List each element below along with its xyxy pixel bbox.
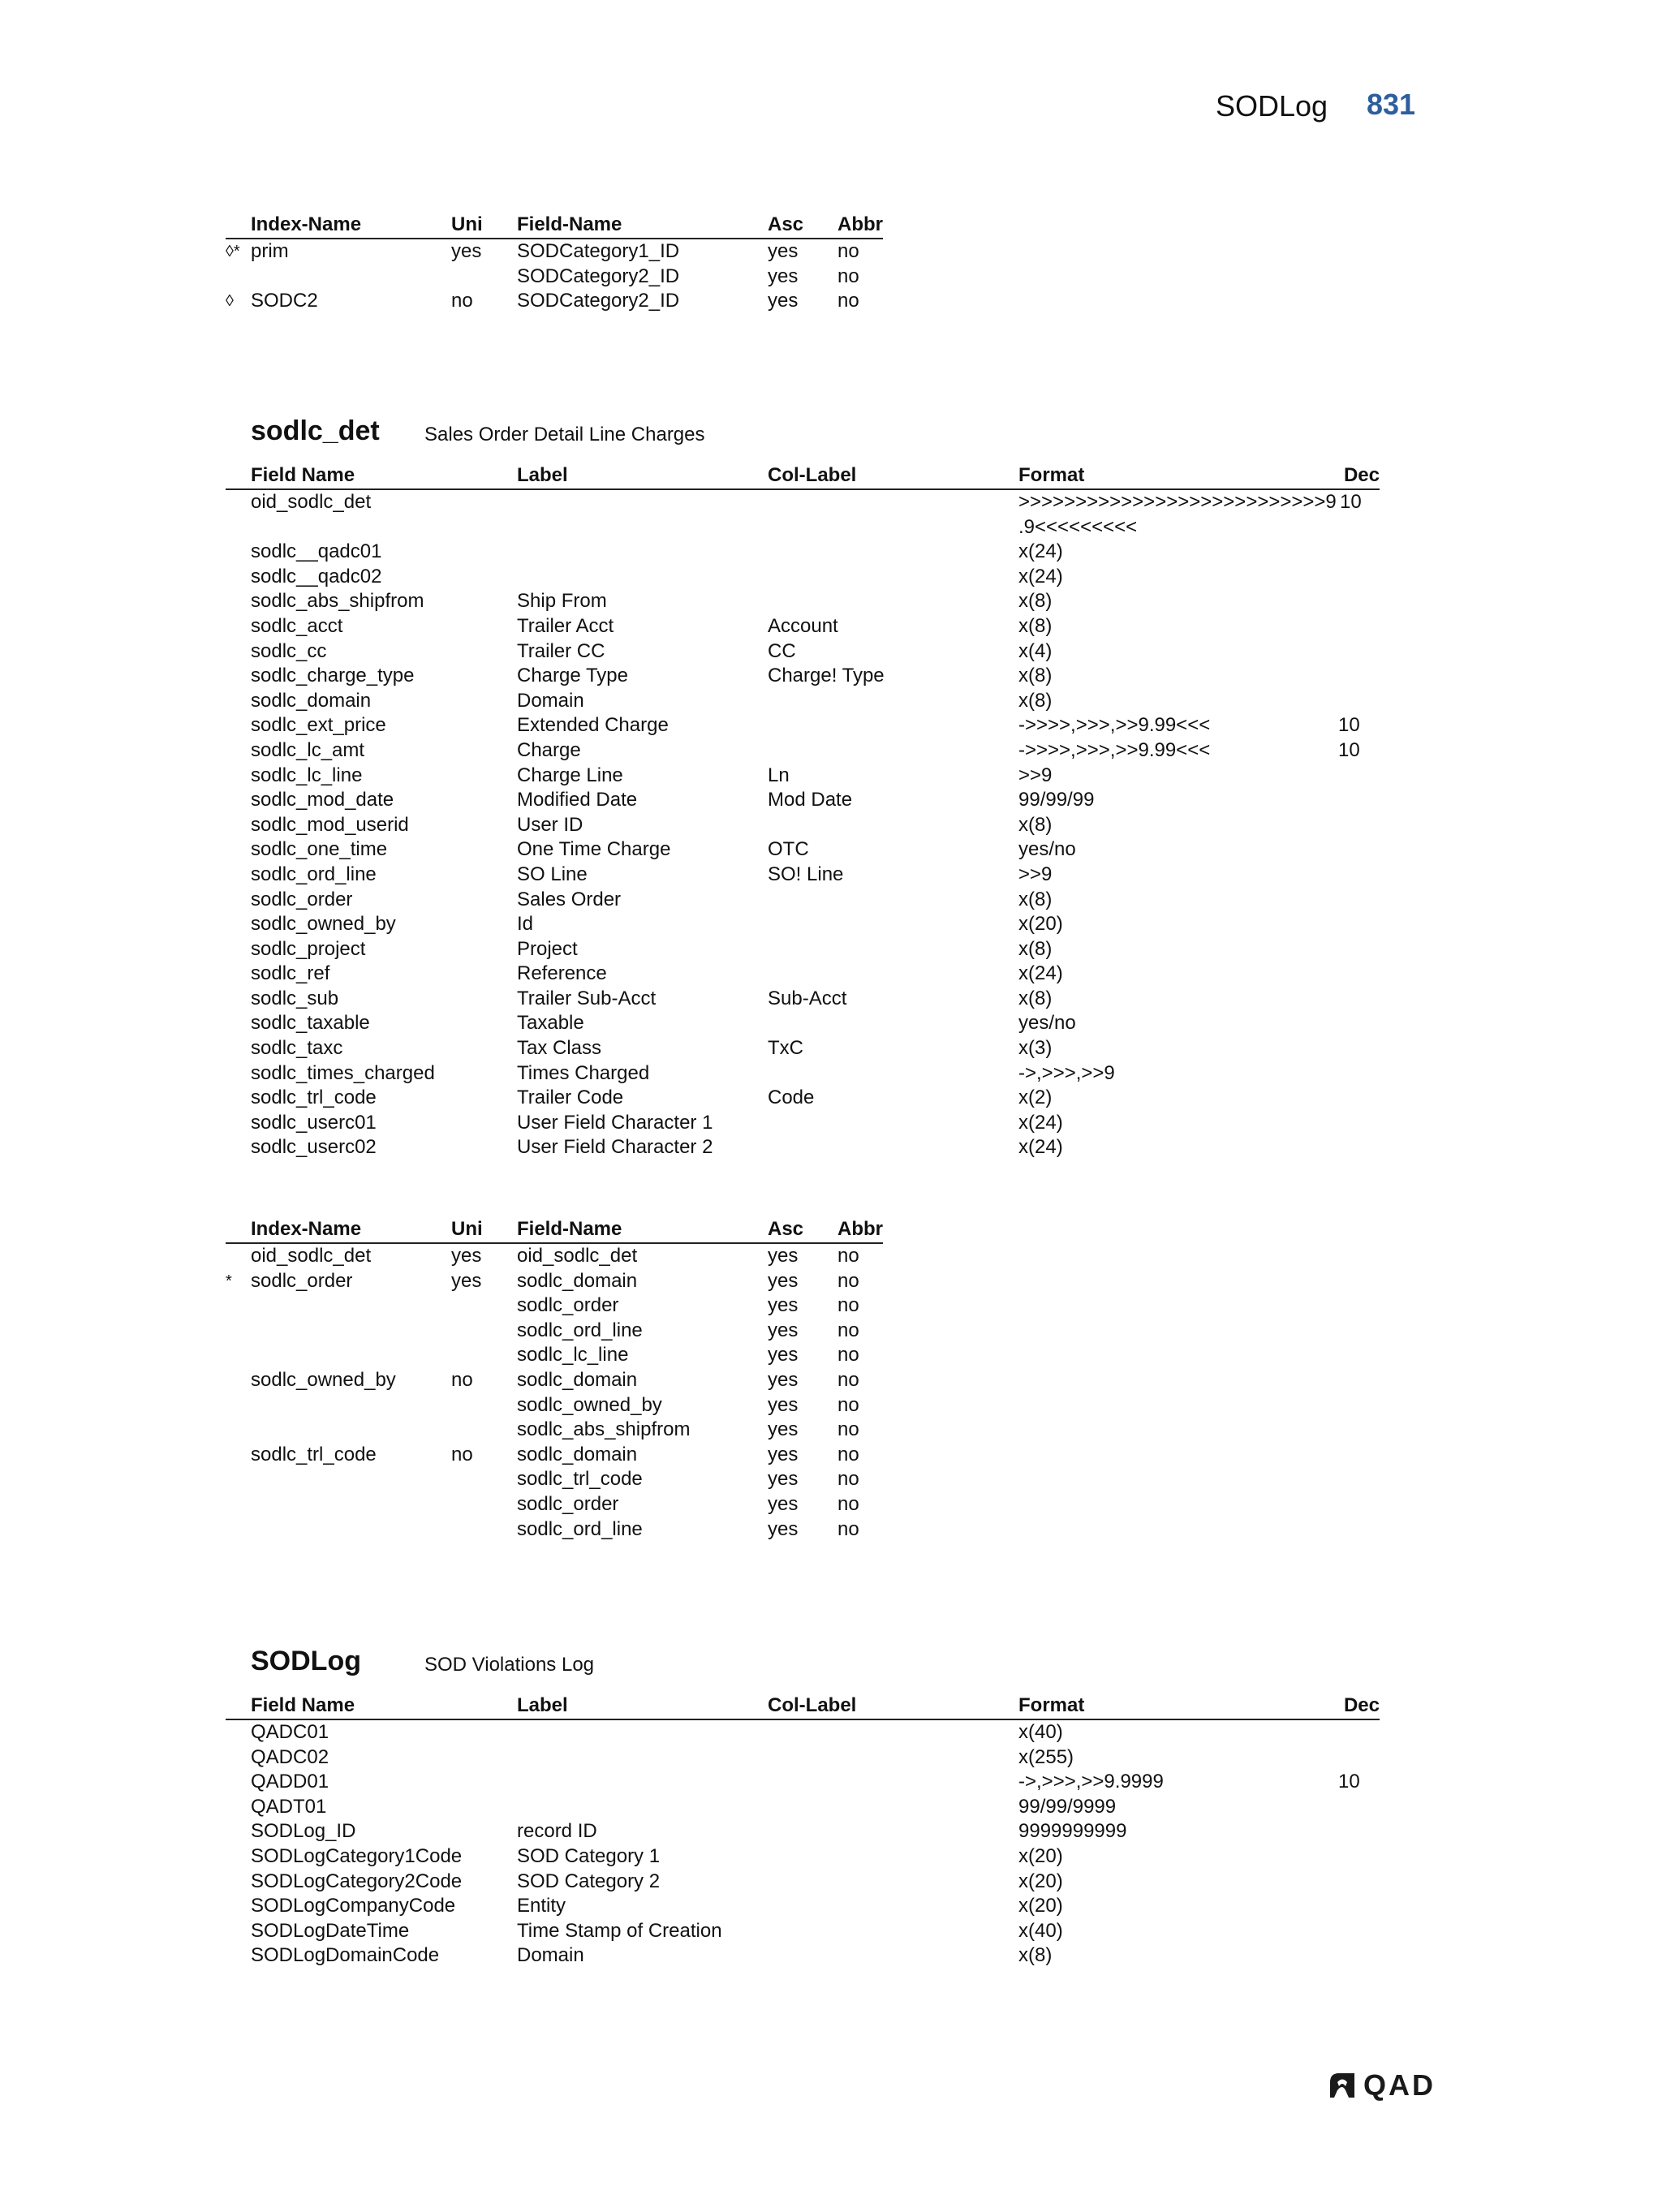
- header-col-label: Col-Label: [768, 1694, 857, 1716]
- ascending-cell: yes: [768, 240, 799, 262]
- field-name-cell: sodlc_trl_code: [251, 1087, 377, 1109]
- header-asc: Asc: [768, 1218, 804, 1240]
- decimals-cell: 10: [1338, 738, 1360, 761]
- abbreviation-cell: no: [837, 1468, 859, 1491]
- table-row: [226, 1061, 1380, 1087]
- index-marker: ◊: [226, 292, 234, 311]
- index-table-sodlc-det: [226, 1217, 883, 1542]
- label-cell: SO Line: [517, 863, 588, 885]
- table-row: [226, 1086, 1380, 1111]
- format-cell: x(40): [1018, 1919, 1063, 1942]
- table-row: [226, 738, 1380, 764]
- col-label-cell: CC: [768, 639, 796, 662]
- index-name-cell: sodlc_order: [251, 1269, 353, 1292]
- format-cell: >>9: [1018, 863, 1053, 885]
- ascending-cell: yes: [768, 1245, 799, 1267]
- table-row: [226, 1770, 1380, 1795]
- field-name-cell: sodlc_ref: [251, 962, 330, 985]
- unique-cell: yes: [451, 240, 482, 262]
- field-name-cell: QADD01: [251, 1771, 329, 1793]
- field-name-cell: sodlc_ord_line: [517, 1517, 643, 1540]
- abbreviation-cell: no: [837, 1319, 859, 1341]
- header-format: Format: [1018, 464, 1085, 486]
- table-row: [226, 1319, 883, 1344]
- header-col-label: Col-Label: [768, 464, 857, 486]
- table-row: [226, 1894, 1380, 1919]
- table-row: [226, 912, 1380, 937]
- field-name-cell: QADC02: [251, 1745, 329, 1768]
- header-format: Format: [1018, 1694, 1085, 1716]
- header-field-name: Field-Name: [517, 213, 622, 235]
- table-row: [226, 813, 1380, 838]
- format-cell: x(8): [1018, 813, 1053, 836]
- table-row: [226, 289, 883, 314]
- format-cell: x(24): [1018, 565, 1063, 587]
- table-row: [226, 837, 1380, 863]
- field-name-cell: sodlc_lc_amt: [251, 738, 365, 761]
- decimals-cell: 10: [1338, 1771, 1360, 1793]
- format-cell: x(24): [1018, 1136, 1063, 1159]
- field-name-cell: sodlc_abs_shipfrom: [251, 590, 424, 613]
- label-cell: User Field Character 1: [517, 1111, 713, 1134]
- label-cell: Id: [517, 913, 534, 936]
- table-row: [226, 863, 1380, 888]
- field-name-cell: sodlc_project: [251, 937, 366, 960]
- qad-logo: [1328, 2068, 1436, 2102]
- field-name-cell: sodlc_ord_line: [251, 863, 377, 885]
- qad-logo-text: QAD: [1363, 2068, 1436, 2102]
- table-row: [226, 565, 1380, 590]
- table-row: [226, 1011, 1380, 1036]
- format-cell: x(20): [1018, 1895, 1063, 1917]
- table-row: [226, 987, 1380, 1012]
- table-row: [226, 265, 883, 290]
- table-row: [226, 1418, 883, 1443]
- field-name-cell: sodlc_order: [517, 1492, 619, 1515]
- field-table-header-row: [226, 463, 1380, 490]
- format-cell: x(8): [1018, 665, 1053, 687]
- label-cell: Trailer CC: [517, 639, 605, 662]
- label-cell: User ID: [517, 813, 583, 836]
- field-name-cell: sodlc_times_charged: [251, 1061, 435, 1084]
- header-label: Label: [517, 1694, 568, 1716]
- field-name-cell: oid_sodlc_det: [517, 1245, 638, 1267]
- label-cell: Domain: [517, 1944, 584, 1967]
- field-name-cell: sodlc_trl_code: [517, 1468, 643, 1491]
- header-field-name: Field Name: [251, 464, 355, 486]
- abbreviation-cell: no: [837, 1393, 859, 1416]
- format-cell: x(8): [1018, 937, 1053, 960]
- field-name-cell: SODLogDateTime: [251, 1919, 410, 1942]
- header-asc: Asc: [768, 213, 804, 235]
- index-table-header-row: [226, 213, 883, 239]
- table-row: [226, 589, 1380, 614]
- table-row: [226, 490, 1380, 515]
- ascending-cell: yes: [768, 290, 799, 312]
- format-cell: x(24): [1018, 962, 1063, 985]
- index-marker: ◊*: [226, 243, 240, 260]
- field-name-cell: SODCategory1_ID: [517, 240, 680, 262]
- format-cell: .9<<<<<<<<<: [1018, 515, 1138, 538]
- abbreviation-cell: no: [837, 1418, 859, 1441]
- format-cell: yes/no: [1018, 838, 1076, 861]
- header-field-name: Field-Name: [517, 1218, 622, 1240]
- abbreviation-cell: no: [837, 1245, 859, 1267]
- unique-cell: no: [451, 290, 473, 312]
- format-cell: ->>>>,>>>,>>9.99<<<: [1018, 738, 1211, 761]
- header-field-name: Field Name: [251, 1694, 355, 1716]
- ascending-cell: yes: [768, 1368, 799, 1391]
- format-cell: x(8): [1018, 590, 1053, 613]
- label-cell: User Field Character 2: [517, 1136, 713, 1159]
- table-row: [226, 1393, 883, 1418]
- table-row: [226, 1244, 883, 1269]
- table-row: [226, 713, 1380, 738]
- table-row: [226, 239, 883, 265]
- table-row: [226, 1443, 883, 1468]
- qad-logo-icon: [1328, 2071, 1357, 2100]
- format-cell: x(24): [1018, 1111, 1063, 1134]
- label-cell: Trailer Acct: [517, 614, 614, 637]
- field-name-cell: SODLogCategory1Code: [251, 1844, 463, 1867]
- format-cell: x(40): [1018, 1721, 1063, 1743]
- field-name-cell: sodlc_domain: [517, 1368, 638, 1391]
- format-cell: >>>>>>>>>>>>>>>>>>>>>>>>>>>9: [1018, 491, 1337, 513]
- abbreviation-cell: no: [837, 1368, 859, 1391]
- field-name-cell: sodlc_order: [251, 888, 353, 910]
- table-row: [226, 1844, 1380, 1870]
- table-row: [226, 962, 1380, 987]
- label-cell: SOD Category 2: [517, 1870, 661, 1892]
- table-row: [226, 1943, 1380, 1969]
- table-row: [226, 1343, 883, 1368]
- index-name-cell: oid_sodlc_det: [251, 1245, 372, 1267]
- field-name-cell: QADT01: [251, 1795, 327, 1818]
- header-uni: Uni: [451, 1218, 483, 1240]
- label-cell: Trailer Code: [517, 1087, 624, 1109]
- format-cell: yes/no: [1018, 1012, 1076, 1035]
- abbreviation-cell: no: [837, 1492, 859, 1515]
- table-row: [226, 1919, 1380, 1944]
- table-row: [226, 1368, 883, 1393]
- unique-cell: no: [451, 1443, 473, 1465]
- ascending-cell: yes: [768, 1443, 799, 1465]
- section-title-sodlog: SODLog: [251, 1646, 361, 1676]
- decimals-cell: 10: [1340, 491, 1362, 513]
- col-label-cell: Charge! Type: [768, 665, 885, 687]
- label-cell: Taxable: [517, 1012, 584, 1035]
- ascending-cell: yes: [768, 265, 799, 287]
- field-name-cell: SODLogCompanyCode: [251, 1895, 456, 1917]
- index-name-cell: SODC2: [251, 290, 318, 312]
- field-name-cell: sodlc_ext_price: [251, 714, 386, 737]
- field-name-cell: sodlc__qadc01: [251, 540, 382, 563]
- field-name-cell: SODLog_ID: [251, 1820, 356, 1843]
- table-row: [226, 540, 1380, 565]
- field-name-cell: sodlc_order: [517, 1294, 619, 1317]
- field-table-header-row: [226, 1693, 1380, 1720]
- table-row: [226, 937, 1380, 962]
- format-cell: x(8): [1018, 689, 1053, 712]
- ascending-cell: yes: [768, 1517, 799, 1540]
- index-marker: *: [226, 1272, 232, 1290]
- table-row: [226, 764, 1380, 789]
- field-table-sodlog: [226, 1693, 1380, 1969]
- col-label-cell: Account: [768, 614, 838, 637]
- field-name-cell: sodlc_mod_userid: [251, 813, 409, 836]
- header-label: Label: [517, 464, 568, 486]
- col-label-cell: TxC: [768, 1037, 803, 1060]
- field-table-sodlc-det: [226, 463, 1380, 1160]
- format-cell: ->,>>>,>>9.9999: [1018, 1771, 1164, 1793]
- field-name-cell: sodlc_lc_line: [251, 764, 363, 786]
- field-name-cell: SODLogDomainCode: [251, 1944, 440, 1967]
- format-cell: x(8): [1018, 614, 1053, 637]
- ascending-cell: yes: [768, 1294, 799, 1317]
- col-label-cell: Mod Date: [768, 789, 853, 811]
- field-name-cell: sodlc_charge_type: [251, 665, 415, 687]
- field-name-cell: sodlc_sub: [251, 987, 339, 1009]
- index-name-cell: prim: [251, 240, 289, 262]
- format-cell: 99/99/9999: [1018, 1795, 1117, 1818]
- table-row: [226, 614, 1380, 639]
- ascending-cell: yes: [768, 1393, 799, 1416]
- field-name-cell: sodlc_ord_line: [517, 1319, 643, 1341]
- label-cell: Charge: [517, 738, 581, 761]
- label-cell: Extended Charge: [517, 714, 669, 737]
- label-cell: Reference: [517, 962, 607, 985]
- table-row: [226, 1795, 1380, 1820]
- format-cell: x(8): [1018, 987, 1053, 1009]
- field-name-cell: sodlc_taxc: [251, 1037, 343, 1060]
- field-name-cell: sodlc_mod_date: [251, 789, 394, 811]
- col-label-cell: Code: [768, 1087, 815, 1109]
- label-cell: Times Charged: [517, 1061, 650, 1084]
- index-name-cell: sodlc_owned_by: [251, 1368, 396, 1391]
- table-row: [226, 1720, 1380, 1745]
- header-dec: Dec: [1343, 464, 1380, 486]
- field-name-cell: SODCategory2_ID: [517, 265, 680, 287]
- table-row: [226, 888, 1380, 913]
- field-name-cell: sodlc_lc_line: [517, 1344, 629, 1366]
- abbreviation-cell: no: [837, 1294, 859, 1317]
- format-cell: x(8): [1018, 888, 1053, 910]
- label-cell: Entity: [517, 1895, 566, 1917]
- col-label-cell: Ln: [768, 764, 790, 786]
- ascending-cell: yes: [768, 1269, 799, 1292]
- table-row: [226, 1467, 883, 1492]
- format-cell: x(20): [1018, 913, 1063, 936]
- format-cell: x(20): [1018, 1844, 1063, 1867]
- field-name-cell: sodlc_one_time: [251, 838, 388, 861]
- ascending-cell: yes: [768, 1319, 799, 1341]
- label-cell: Ship From: [517, 590, 607, 613]
- label-cell: Project: [517, 937, 578, 960]
- table-row: [226, 664, 1380, 689]
- label-cell: Charge Line: [517, 764, 623, 786]
- table-row: [226, 1111, 1380, 1136]
- format-cell: ->>>>,>>>,>>9.99<<<: [1018, 714, 1211, 737]
- ascending-cell: yes: [768, 1418, 799, 1441]
- page-header-title: SODLog: [1216, 89, 1328, 123]
- col-label-cell: OTC: [768, 838, 809, 861]
- field-name-cell: sodlc_acct: [251, 614, 343, 637]
- header-abbr: Abbr: [837, 1218, 883, 1240]
- format-cell: 99/99/99: [1018, 789, 1095, 811]
- label-cell: Tax Class: [517, 1037, 602, 1060]
- abbreviation-cell: no: [837, 1344, 859, 1366]
- label-cell: Sales Order: [517, 888, 622, 910]
- unique-cell: yes: [451, 1269, 482, 1292]
- field-name-cell: SODCategory2_ID: [517, 290, 680, 312]
- field-name-cell: sodlc_abs_shipfrom: [517, 1418, 691, 1441]
- format-cell: x(8): [1018, 1944, 1053, 1967]
- field-name-cell: QADC01: [251, 1721, 329, 1743]
- table-row: [226, 788, 1380, 813]
- abbreviation-cell: no: [837, 1443, 859, 1465]
- table-row: [226, 1492, 883, 1517]
- table-row: [226, 1745, 1380, 1771]
- field-name-cell: sodlc_domain: [517, 1269, 638, 1292]
- label-cell: One Time Charge: [517, 838, 671, 861]
- format-cell: 9999999999: [1018, 1820, 1127, 1843]
- field-name-cell: sodlc_userc01: [251, 1111, 377, 1134]
- section-description-sodlog: SOD Violations Log: [424, 1654, 595, 1676]
- field-name-cell: sodlc_cc: [251, 639, 327, 662]
- header-index-name: Index-Name: [251, 1218, 362, 1240]
- field-name-cell: sodlc_domain: [251, 689, 372, 712]
- label-cell: Time Stamp of Creation: [517, 1919, 722, 1942]
- header-dec: Dec: [1343, 1694, 1380, 1716]
- format-cell: >>9: [1018, 764, 1053, 786]
- table-row: [226, 1036, 1380, 1061]
- decimals-cell: 10: [1338, 714, 1360, 737]
- section-description-sodlc-det: Sales Order Detail Line Charges: [424, 424, 705, 445]
- field-name-cell: sodlc_domain: [517, 1443, 638, 1465]
- table-row: [226, 1293, 883, 1319]
- format-cell: x(2): [1018, 1087, 1053, 1109]
- table-row: [226, 1819, 1380, 1844]
- format-cell: x(255): [1018, 1745, 1074, 1768]
- format-cell: ->,>>>,>>9: [1018, 1061, 1115, 1084]
- label-cell: Modified Date: [517, 789, 638, 811]
- index-name-cell: sodlc_trl_code: [251, 1443, 377, 1465]
- format-cell: x(3): [1018, 1037, 1053, 1060]
- field-name-cell: SODLogCategory2Code: [251, 1870, 463, 1892]
- table-row: [226, 1870, 1380, 1895]
- label-cell: Charge Type: [517, 665, 628, 687]
- unique-cell: yes: [451, 1245, 482, 1267]
- table-row: [226, 639, 1380, 665]
- index-table-header-row: [226, 1217, 883, 1244]
- unique-cell: no: [451, 1368, 473, 1391]
- field-name-cell: sodlc_owned_by: [517, 1393, 662, 1416]
- table-row: [226, 515, 1380, 540]
- header-index-name: Index-Name: [251, 213, 362, 235]
- field-name-cell: oid_sodlc_det: [251, 491, 372, 513]
- table-row: [226, 689, 1380, 714]
- label-cell: SOD Category 1: [517, 1844, 661, 1867]
- abbreviation-cell: no: [837, 1517, 859, 1540]
- ascending-cell: yes: [768, 1344, 799, 1366]
- field-name-cell: sodlc_owned_by: [251, 913, 396, 936]
- abbreviation-cell: no: [837, 240, 859, 262]
- col-label-cell: SO! Line: [768, 863, 844, 885]
- field-name-cell: sodlc__qadc02: [251, 565, 382, 587]
- label-cell: Trailer Sub-Acct: [517, 987, 657, 1009]
- abbreviation-cell: no: [837, 290, 859, 312]
- abbreviation-cell: no: [837, 1269, 859, 1292]
- field-name-cell: sodlc_taxable: [251, 1012, 370, 1035]
- table-row: [226, 1517, 883, 1543]
- section-title-sodlc-det: sodlc_det: [251, 415, 380, 446]
- header-abbr: Abbr: [837, 213, 883, 235]
- abbreviation-cell: no: [837, 265, 859, 287]
- ascending-cell: yes: [768, 1468, 799, 1491]
- label-cell: record ID: [517, 1820, 597, 1843]
- table-row: [226, 1135, 1380, 1160]
- format-cell: x(4): [1018, 639, 1053, 662]
- header-uni: Uni: [451, 213, 483, 235]
- page-number: 831: [1367, 88, 1416, 121]
- label-cell: Domain: [517, 689, 584, 712]
- format-cell: x(20): [1018, 1870, 1063, 1892]
- ascending-cell: yes: [768, 1492, 799, 1515]
- index-table-prim: [226, 213, 883, 314]
- format-cell: x(24): [1018, 540, 1063, 563]
- table-row: [226, 1269, 883, 1294]
- col-label-cell: Sub-Acct: [768, 987, 847, 1009]
- field-name-cell: sodlc_userc02: [251, 1136, 377, 1159]
